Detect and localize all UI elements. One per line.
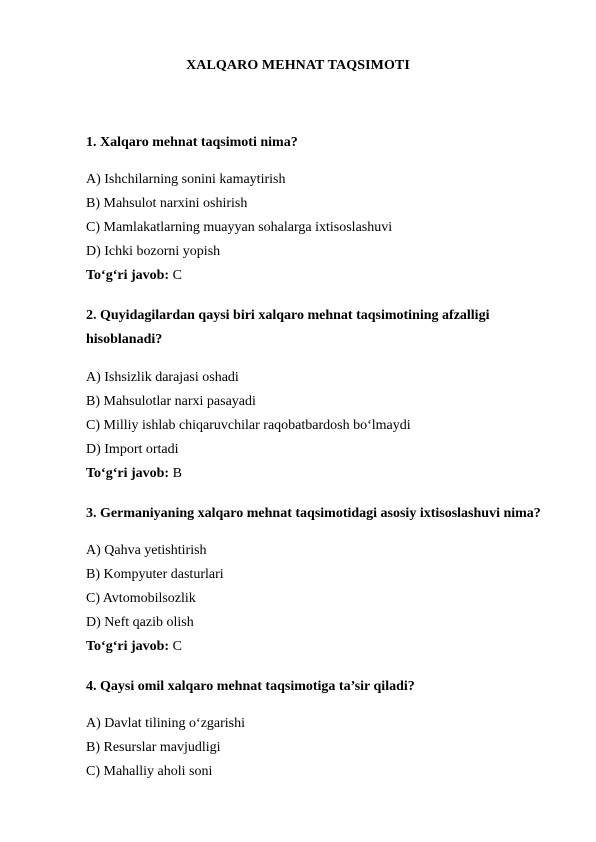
question-1-option-d: D) Ichki bozorni yopish	[86, 244, 221, 259]
question-2-answer	[86, 466, 182, 482]
question-2-option-a: A) Ishsizlik darajasi oshadi	[86, 370, 239, 385]
answer-label: To‘g‘ri javob:	[86, 268, 170, 283]
answer-label: To‘g‘ri javob:	[86, 639, 170, 654]
question-3-option-a: A) Qahva yetishtirish	[86, 543, 207, 558]
question-4-option-b: B) Resurslar mavjudligi	[86, 740, 221, 755]
answer-value: B	[172, 466, 182, 481]
question-1-option-c: C) Mamlakatlarning muayyan sohalarga ixtisoslashuvi	[86, 220, 393, 235]
question-1: 1. Xalqaro mehnat taqsimoti nima?	[86, 135, 298, 150]
question-3-answer	[86, 639, 182, 655]
question-2-option-c: C) Milliy ishlab chiqaruvchilar raqobatbardosh bo‘lmaydi	[86, 418, 411, 433]
question-4: 4. Qaysi omil xalqaro mehnat taqsimotiga ta’sir qiladi?	[86, 679, 415, 694]
question-1-option-b: B) Mahsulot narxini oshirish	[86, 196, 248, 211]
question-1-option-a: A) Ishchilarning sonini kamaytirish	[86, 172, 286, 187]
question-1-answer	[86, 268, 182, 284]
question-3: 3. Germaniyaning xalqaro mehnat taqsimotidagi asosiy ixtisoslashuvi nima?	[86, 506, 541, 521]
answer-value: C	[172, 268, 182, 283]
question-4-option-a: A) Davlat tilining o‘zgarishi	[86, 716, 246, 731]
answer-value: C	[172, 639, 182, 654]
question-2-option-d: D) Import ortadi	[86, 442, 179, 457]
question-3-option-c: C) Avtomobilsozlik	[86, 591, 196, 606]
question-2-option-b: B) Mahsulotlar narxi pasayadi	[86, 394, 256, 409]
answer-label: To‘g‘ri javob:	[86, 466, 170, 481]
question-4-option-c: C) Mahalliy aholi soni	[86, 764, 213, 779]
question-3-option-b: B) Kompyuter dasturlari	[86, 567, 224, 582]
question-2: 2. Quyidagilardan qaysi biri xalqaro mehnat taqsimotining afzalligi hisoblanadi?	[86, 308, 490, 347]
document-title: XALQARO MEHNAT TAQSIMOTI	[186, 58, 410, 73]
question-3-option-d: D) Neft qazib olish	[86, 615, 194, 630]
